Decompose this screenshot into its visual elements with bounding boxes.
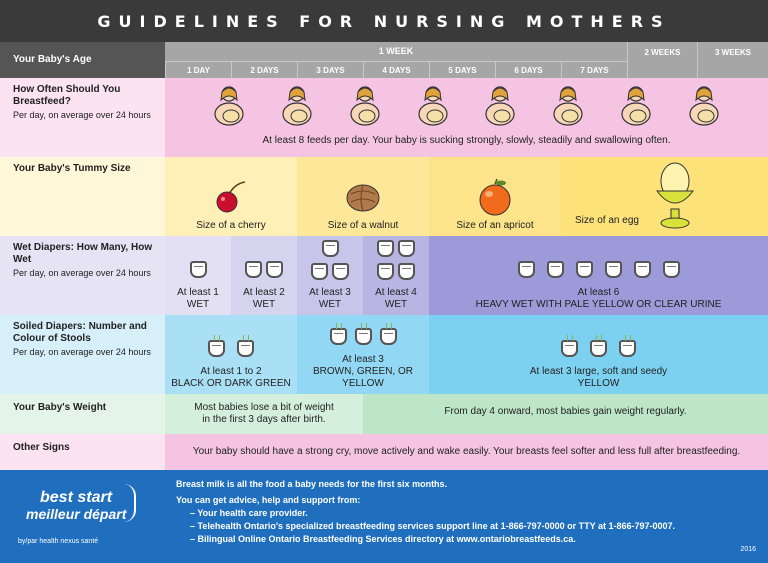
wet-desc: WET xyxy=(318,299,342,310)
soiled-desc: YELLOW xyxy=(577,378,620,389)
wet-desc: WET xyxy=(384,299,408,310)
wet-day3-cell xyxy=(297,236,363,315)
soiled-diaper-icon xyxy=(380,328,397,345)
week-3-header: 3 WEEKS xyxy=(697,42,768,78)
year-label: 2016 xyxy=(740,546,756,553)
nursing-mother-icon xyxy=(347,84,383,128)
apricot-icon xyxy=(475,178,515,216)
breastfeed-cell xyxy=(165,78,768,157)
logo-line-2: meilleur départ xyxy=(26,506,127,522)
nursing-icons xyxy=(165,84,768,128)
wet-count: At least 1 xyxy=(177,287,219,298)
soiled-diaper-icon xyxy=(208,340,225,357)
wet-title: Wet Diapers: How Many, How Wet xyxy=(13,242,153,265)
age-header-label: Your Baby's Age xyxy=(0,42,165,78)
page-title: GUIDELINES FOR NURSING MOTHERS xyxy=(0,0,768,42)
soiled-diaper-icon xyxy=(355,328,372,345)
wet-day4-cell xyxy=(363,236,429,315)
breastfeed-title: How Often Should You Breastfeed? xyxy=(13,84,121,107)
soiled-diaper-icon xyxy=(237,340,254,357)
other-title: Other Signs xyxy=(13,442,70,453)
diaper-group xyxy=(374,239,418,285)
footer-item: – Bilingual Online Ontario Breastfeeding Services directory at www.ontariobreastfeeds.ca. xyxy=(190,534,576,544)
soiled-row-label xyxy=(0,315,165,394)
diaper-icon xyxy=(245,261,262,278)
nursing-mother-icon xyxy=(686,84,722,128)
day-header: 7 DAYS xyxy=(561,61,627,78)
diaper-icon xyxy=(518,261,535,278)
soiled-diaper-icon xyxy=(330,328,347,345)
day-header: 4 DAYS xyxy=(363,61,429,78)
soiled-title: Soiled Diapers: Number and Colour of Stools xyxy=(13,321,147,344)
wet-day1-cell xyxy=(165,236,231,315)
day-header: 5 DAYS xyxy=(429,61,495,78)
other-row-label xyxy=(0,434,165,470)
diaper-group xyxy=(326,327,401,350)
wet-count: At least 4 xyxy=(375,287,417,298)
diaper-icon xyxy=(605,261,622,278)
wet-desc: WET xyxy=(186,299,210,310)
diaper-icon xyxy=(663,261,680,278)
diaper-icon xyxy=(266,261,283,278)
health-nexus-byline: by/par health nexus santé xyxy=(18,538,99,545)
weight-early-text: Most babies lose a bit of weight in the first 3 days after birth. xyxy=(194,402,334,425)
nursing-mother-icon xyxy=(550,84,586,128)
wet-row-label xyxy=(0,236,165,315)
footer-line-1: Breast milk is all the food a baby needs for the first six months. xyxy=(176,479,448,489)
diaper-icon xyxy=(322,240,339,257)
diaper-group xyxy=(555,339,642,362)
diaper-icon xyxy=(332,263,349,280)
wet-count: At least 6 xyxy=(577,287,620,298)
soiled-count: At least 1 to 2 xyxy=(200,366,262,377)
tummy-title: Your Baby's Tummy Size xyxy=(13,163,131,174)
wet-count: At least 3 xyxy=(309,287,351,298)
other-signs-cell xyxy=(165,434,768,470)
footer-item: – Telehealth Ontario's specialized breastfeeding services support line at 1-866-797-0000 or TTY at 1-866-797-0007. xyxy=(190,521,676,531)
soiled-count: At least 3 large, soft and seedy xyxy=(529,366,668,377)
weight-early-cell xyxy=(165,394,363,434)
weight-later-text: From day 4 onward, most babies gain weight regularly. xyxy=(444,406,687,417)
soiled-subtitle: Per day, on average over 24 hours xyxy=(13,347,151,357)
soiled-diaper-icon xyxy=(561,340,578,357)
other-signs-text: Your baby should have a strong cry, move actively and wake easily. Your breasts feel softer and less full after breastfeeding. xyxy=(192,446,741,457)
day-header: 6 DAYS xyxy=(495,61,561,78)
footer-line-2: You can get advice, help and support from: xyxy=(176,495,361,505)
diaper-icon xyxy=(634,261,651,278)
breastfeed-row-label xyxy=(0,78,165,157)
tummy-apricot-cell xyxy=(429,157,561,236)
wet-week-cell xyxy=(429,236,768,315)
nursing-mother-icon xyxy=(415,84,451,128)
egg-in-cup-icon xyxy=(647,161,703,233)
tummy-walnut-cell xyxy=(297,157,429,236)
weight-row-label xyxy=(0,394,165,434)
weight-later-cell xyxy=(363,394,768,434)
logo-bracket-icon xyxy=(124,484,136,522)
tummy-size-label: Size of an apricot xyxy=(456,220,534,231)
best-start-logo xyxy=(26,490,126,522)
day-header: 1 DAY xyxy=(165,61,231,78)
footer-text xyxy=(176,478,675,546)
diaper-icon xyxy=(377,263,394,280)
diaper-group xyxy=(188,260,209,283)
nursing-mother-icon xyxy=(482,84,518,128)
diaper-group xyxy=(512,260,686,283)
footer-item: – Your health care provider. xyxy=(190,508,308,518)
soiled-days12-cell xyxy=(165,315,297,394)
wet-desc: HEAVY WET WITH PALE YELLOW OR CLEAR URINE xyxy=(475,299,722,310)
soiled-count: At least 3 xyxy=(342,354,384,365)
soiled-diaper-icon xyxy=(619,340,636,357)
wet-subtitle: Per day, on average over 24 hours xyxy=(13,268,151,278)
nursing-mother-icon xyxy=(211,84,247,128)
diaper-icon xyxy=(377,240,394,257)
nursing-mother-icon xyxy=(279,84,315,128)
diaper-group xyxy=(243,260,285,283)
tummy-size-label: Size of an egg xyxy=(575,215,639,226)
week-2-header: 2 WEEKS xyxy=(627,42,697,78)
tummy-size-label: Size of a walnut xyxy=(327,220,399,231)
diaper-icon xyxy=(190,261,207,278)
soiled-desc: BROWN, GREEN, OR YELLOW xyxy=(312,366,413,389)
tummy-size-label: Size of a cherry xyxy=(196,220,266,231)
diaper-group xyxy=(308,239,352,285)
soiled-diaper-icon xyxy=(590,340,607,357)
diaper-icon xyxy=(398,263,415,280)
diaper-icon xyxy=(398,240,415,257)
soiled-desc: BLACK OR DARK GREEN xyxy=(171,378,291,389)
diaper-icon xyxy=(547,261,564,278)
tummy-row-label xyxy=(0,157,165,236)
tummy-cherry-cell xyxy=(165,157,297,236)
walnut-icon xyxy=(343,180,383,214)
wet-count: At least 2 xyxy=(243,287,285,298)
tummy-egg-cell xyxy=(561,157,768,236)
nursing-mother-icon xyxy=(618,84,654,128)
footer xyxy=(0,470,768,563)
breastfeed-text: At least 8 feeds per day. Your baby is sucking strongly, slowly, steadily and swallowing often. xyxy=(262,135,671,146)
wet-desc: WET xyxy=(252,299,276,310)
day-header: 2 DAYS xyxy=(231,61,297,78)
diaper-icon xyxy=(311,263,328,280)
week-header: 1 WEEK xyxy=(165,42,627,61)
cherry-icon xyxy=(213,180,249,214)
logo-line-1: best start xyxy=(40,489,113,506)
diaper-icon xyxy=(576,261,593,278)
soiled-days34-cell xyxy=(297,315,429,394)
diaper-group xyxy=(202,339,260,362)
wet-day2-cell xyxy=(231,236,297,315)
soiled-week-cell xyxy=(429,315,768,394)
breastfeed-subtitle: Per day, on average over 24 hours xyxy=(13,110,151,120)
day-header: 3 DAYS xyxy=(297,61,363,78)
weight-title: Your Baby's Weight xyxy=(13,402,107,413)
